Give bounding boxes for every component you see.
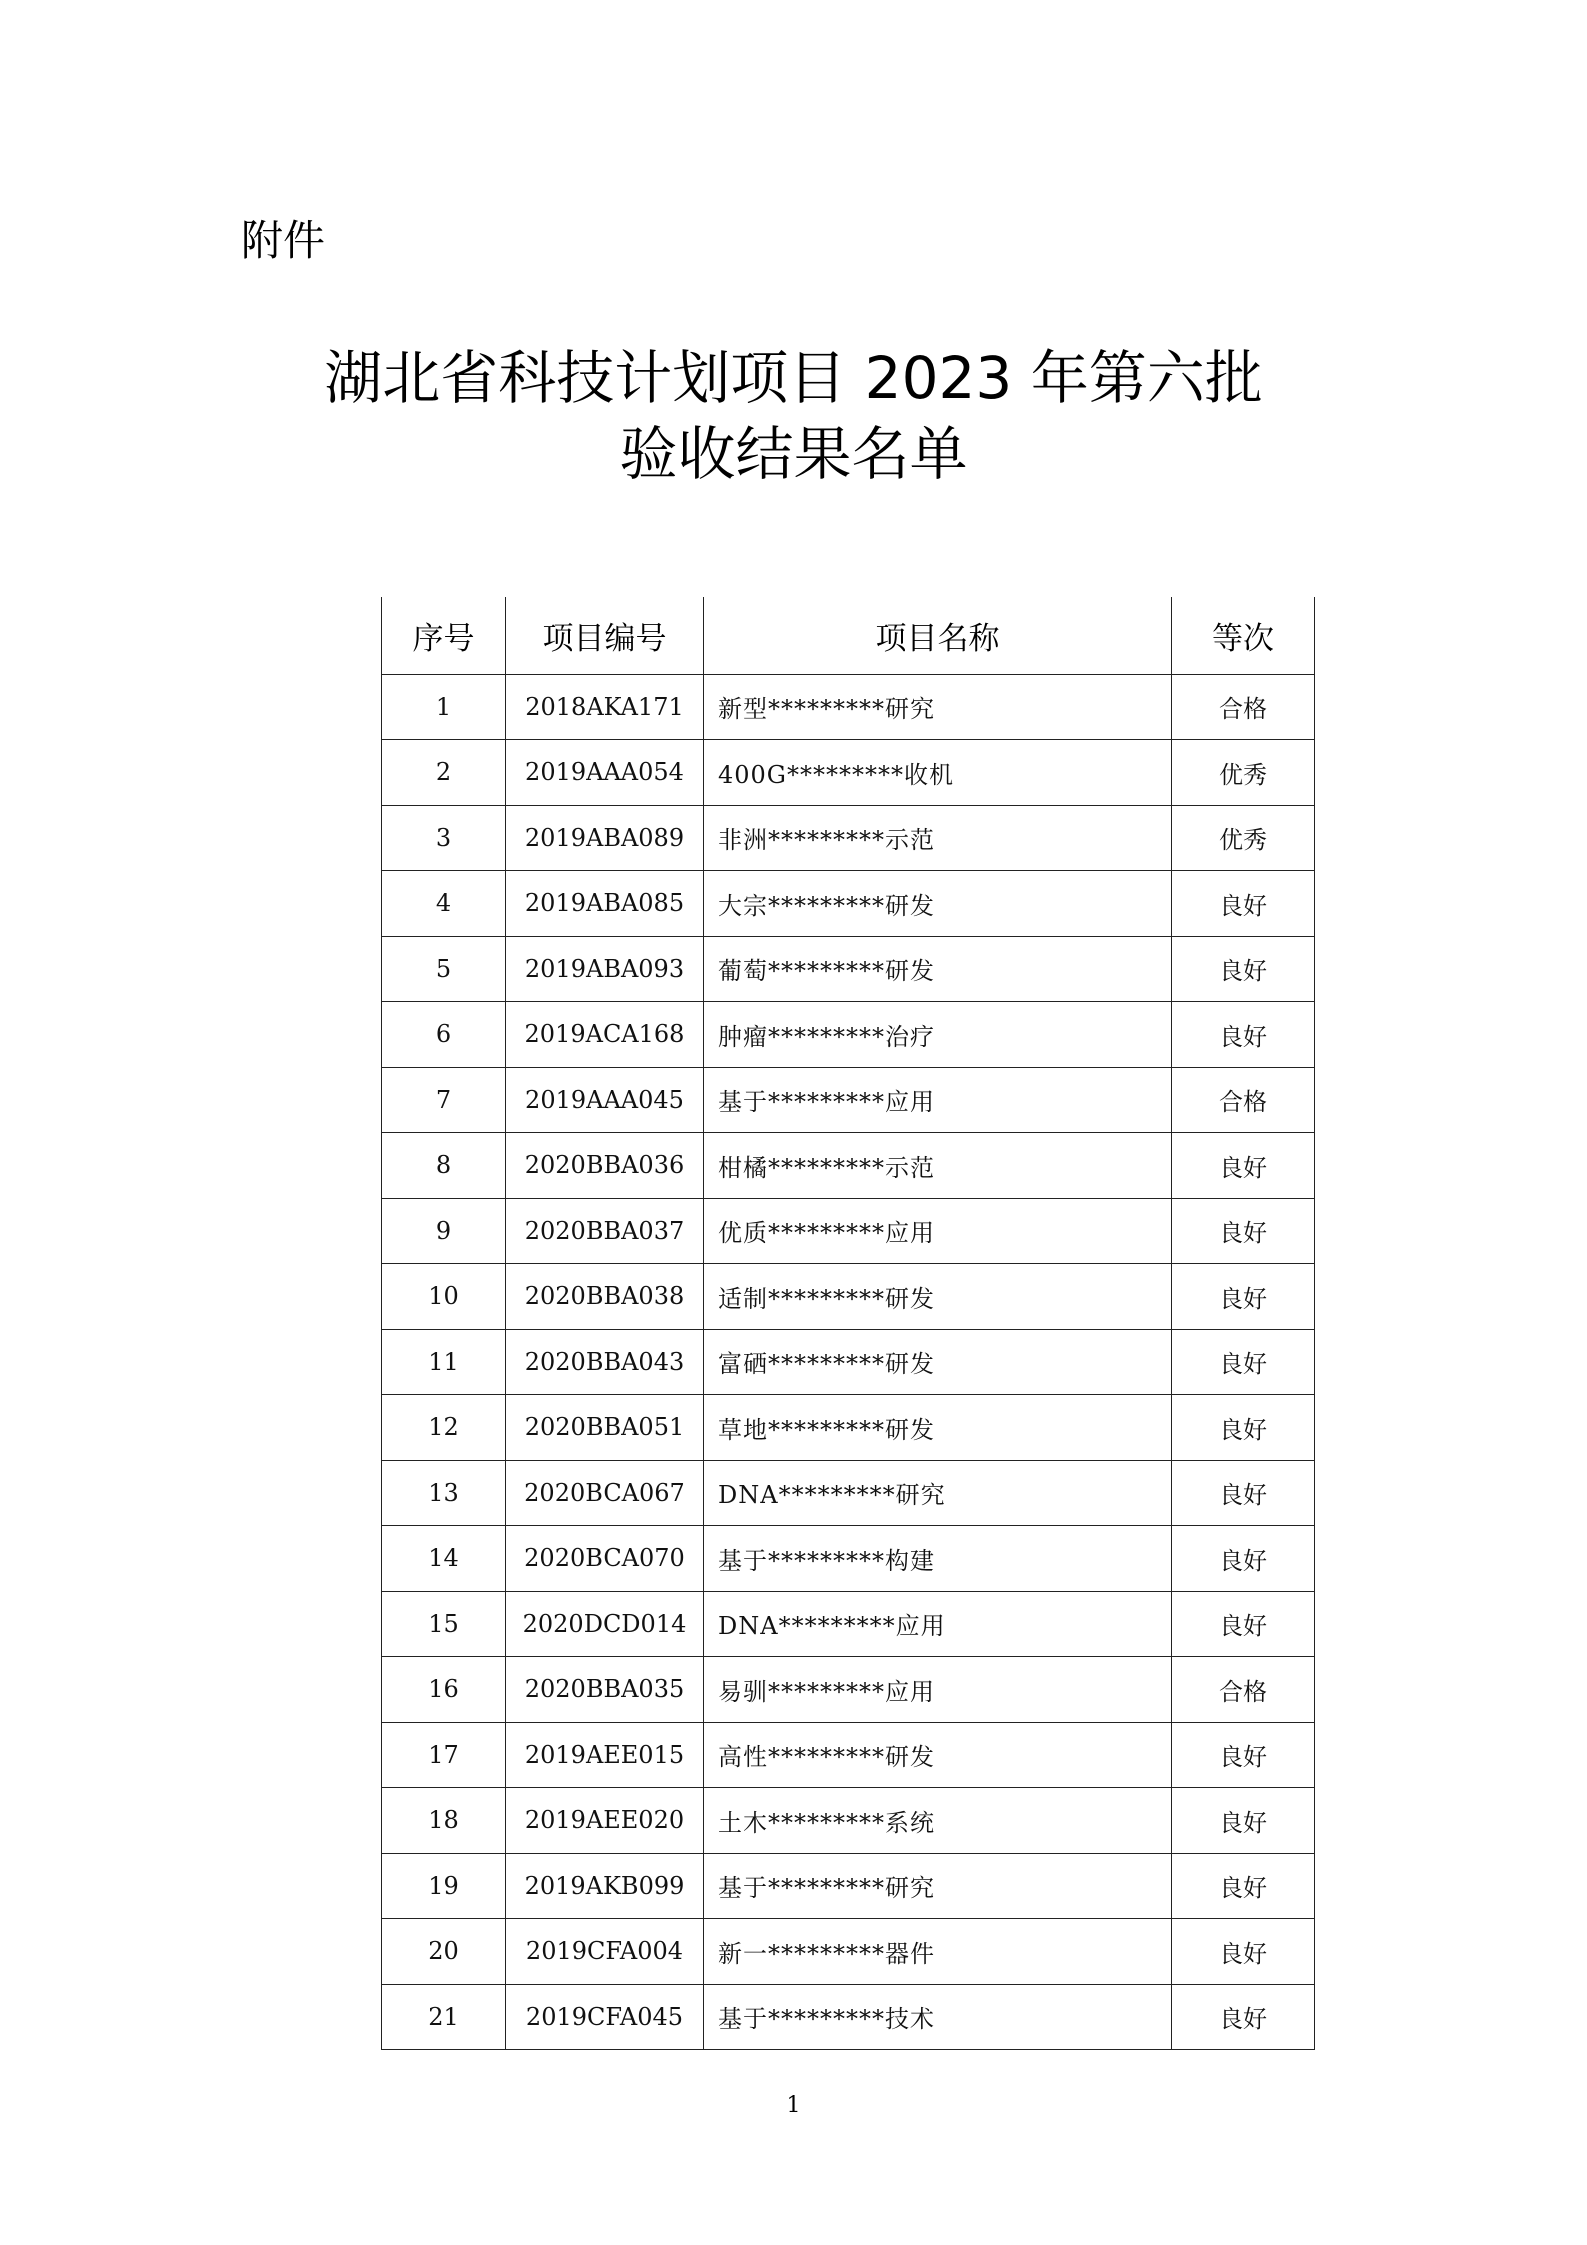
table-row — [382, 1853, 1315, 1919]
cell-code: 2019AEE020 — [506, 1788, 704, 1854]
table-row — [382, 1919, 1315, 1985]
table-row — [382, 1722, 1315, 1788]
table-row — [382, 1067, 1315, 1133]
cell-name: 400G*********收机 — [704, 740, 1172, 806]
table-header-row — [382, 597, 1315, 674]
cell-name: 高性*********研发 — [704, 1722, 1172, 1788]
cell-grade: 合格 — [1172, 1657, 1315, 1723]
cell-index: 12 — [382, 1395, 506, 1461]
table-row — [382, 1395, 1315, 1461]
cell-index: 8 — [382, 1133, 506, 1199]
cell-grade: 良好 — [1172, 936, 1315, 1002]
table-row — [382, 1264, 1315, 1330]
header-code: 项目编号 — [506, 597, 704, 674]
cell-index: 16 — [382, 1657, 506, 1723]
cell-code: 2019AAA054 — [506, 740, 704, 806]
results-table — [381, 597, 1315, 2050]
cell-code: 2020BBA038 — [506, 1264, 704, 1330]
cell-name: 基于*********应用 — [704, 1067, 1172, 1133]
cell-code: 2020BBA036 — [506, 1133, 704, 1199]
cell-grade: 良好 — [1172, 1722, 1315, 1788]
cell-code: 2020BCA070 — [506, 1526, 704, 1592]
table-row — [382, 1460, 1315, 1526]
cell-index: 1 — [382, 674, 506, 740]
cell-grade: 良好 — [1172, 1198, 1315, 1264]
cell-index: 18 — [382, 1788, 506, 1854]
cell-code: 2019CFA045 — [506, 1984, 704, 2050]
cell-grade: 优秀 — [1172, 805, 1315, 871]
cell-code: 2019ABA093 — [506, 936, 704, 1002]
cell-grade: 良好 — [1172, 1526, 1315, 1592]
table-row — [382, 1984, 1315, 2050]
cell-code: 2019ABA085 — [506, 871, 704, 937]
cell-code: 2020BBA051 — [506, 1395, 704, 1461]
cell-name: 土木*********系统 — [704, 1788, 1172, 1854]
cell-code: 2019AEE015 — [506, 1722, 704, 1788]
attachment-label: 附件 — [241, 216, 326, 265]
cell-index: 11 — [382, 1329, 506, 1395]
cell-name: DNA*********研究 — [704, 1460, 1172, 1526]
cell-index: 14 — [382, 1526, 506, 1592]
header-grade: 等次 — [1172, 597, 1315, 674]
cell-grade: 良好 — [1172, 1984, 1315, 2050]
cell-code: 2020DCD014 — [506, 1591, 704, 1657]
cell-code: 2019ABA089 — [506, 805, 704, 871]
cell-code: 2020BBA043 — [506, 1329, 704, 1395]
cell-grade: 良好 — [1172, 1395, 1315, 1461]
cell-code: 2020BBA037 — [506, 1198, 704, 1264]
cell-name: 葡萄*********研发 — [704, 936, 1172, 1002]
cell-grade: 良好 — [1172, 1788, 1315, 1854]
cell-name: 大宗*********研发 — [704, 871, 1172, 937]
cell-grade: 良好 — [1172, 1329, 1315, 1395]
table-row — [382, 740, 1315, 806]
cell-index: 13 — [382, 1460, 506, 1526]
cell-grade: 良好 — [1172, 1591, 1315, 1657]
cell-grade: 合格 — [1172, 1067, 1315, 1133]
cell-name: 基于*********构建 — [704, 1526, 1172, 1592]
cell-index: 6 — [382, 1002, 506, 1068]
table-row — [382, 805, 1315, 871]
cell-grade: 良好 — [1172, 1002, 1315, 1068]
table-body — [382, 674, 1315, 2050]
cell-code: 2018AKA171 — [506, 674, 704, 740]
cell-name: 新型*********研究 — [704, 674, 1172, 740]
table-row — [382, 1788, 1315, 1854]
table-row — [382, 1329, 1315, 1395]
cell-name: 基于*********研究 — [704, 1853, 1172, 1919]
cell-grade: 良好 — [1172, 1264, 1315, 1330]
cell-name: 新一*********器件 — [704, 1919, 1172, 1985]
table-row — [382, 1657, 1315, 1723]
cell-name: DNA*********应用 — [704, 1591, 1172, 1657]
cell-grade: 良好 — [1172, 1919, 1315, 1985]
table-row — [382, 1526, 1315, 1592]
table-row — [382, 1198, 1315, 1264]
table-row — [382, 674, 1315, 740]
cell-code: 2020BCA067 — [506, 1460, 704, 1526]
cell-index: 17 — [382, 1722, 506, 1788]
cell-index: 15 — [382, 1591, 506, 1657]
cell-grade: 良好 — [1172, 1133, 1315, 1199]
cell-grade: 良好 — [1172, 1853, 1315, 1919]
cell-index: 21 — [382, 1984, 506, 2050]
cell-index: 10 — [382, 1264, 506, 1330]
header-index: 序号 — [382, 597, 506, 674]
cell-name: 易驯*********应用 — [704, 1657, 1172, 1723]
cell-grade: 良好 — [1172, 1460, 1315, 1526]
cell-grade: 优秀 — [1172, 740, 1315, 806]
cell-index: 19 — [382, 1853, 506, 1919]
cell-index: 20 — [382, 1919, 506, 1985]
page-number: 1 — [786, 2093, 801, 2118]
cell-code: 2019ACA168 — [506, 1002, 704, 1068]
cell-code: 2019AAA045 — [506, 1067, 704, 1133]
cell-name: 非洲*********示范 — [704, 805, 1172, 871]
cell-name: 肿瘤*********治疗 — [704, 1002, 1172, 1068]
title-line-2: 验收结果名单 — [619, 420, 968, 488]
table-row — [382, 1591, 1315, 1657]
table-row — [382, 871, 1315, 937]
table-row — [382, 936, 1315, 1002]
title-line-1: 湖北省科技计划项目 2023 年第六批 — [324, 344, 1263, 412]
table-row — [382, 1133, 1315, 1199]
cell-index: 5 — [382, 936, 506, 1002]
cell-index: 4 — [382, 871, 506, 937]
cell-grade: 良好 — [1172, 871, 1315, 937]
cell-name: 柑橘*********示范 — [704, 1133, 1172, 1199]
cell-grade: 合格 — [1172, 674, 1315, 740]
cell-code: 2019AKB099 — [506, 1853, 704, 1919]
table-row — [382, 1002, 1315, 1068]
cell-name: 基于*********技术 — [704, 1984, 1172, 2050]
cell-index: 2 — [382, 740, 506, 806]
cell-index: 9 — [382, 1198, 506, 1264]
cell-name: 富硒*********研发 — [704, 1329, 1172, 1395]
document-title — [0, 340, 1587, 492]
cell-index: 7 — [382, 1067, 506, 1133]
cell-name: 适制*********研发 — [704, 1264, 1172, 1330]
cell-code: 2019CFA004 — [506, 1919, 704, 1985]
cell-name: 草地*********研发 — [704, 1395, 1172, 1461]
cell-name: 优质*********应用 — [704, 1198, 1172, 1264]
cell-index: 3 — [382, 805, 506, 871]
cell-code: 2020BBA035 — [506, 1657, 704, 1723]
header-name: 项目名称 — [704, 597, 1172, 674]
